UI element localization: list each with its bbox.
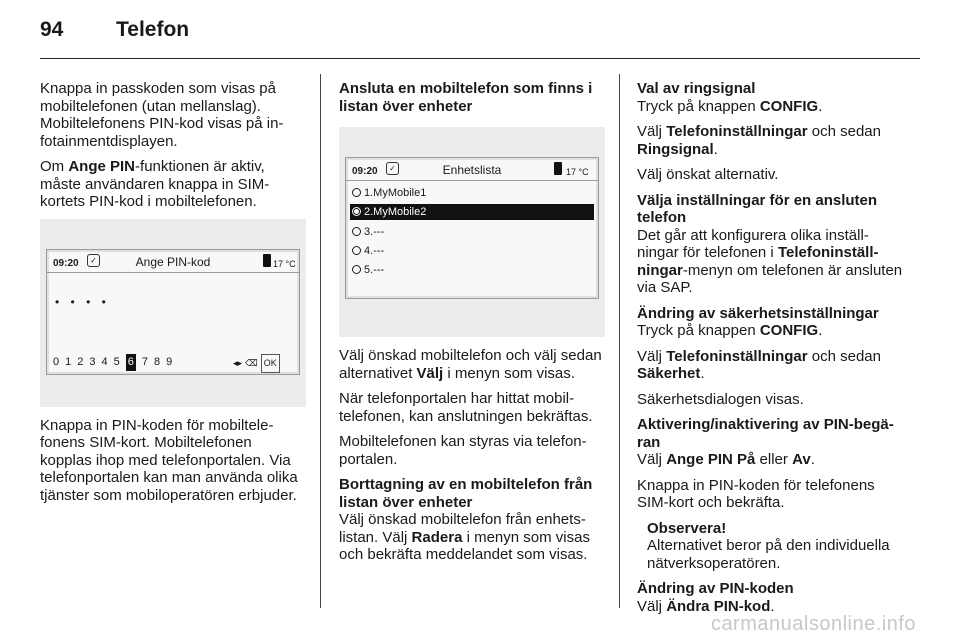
paragraph: Välj Ändra PIN-kod.: [637, 597, 775, 615]
paragraph: Mobiltelefonen kan styras via telefonportalen.: [339, 433, 587, 468]
list-item-selected: 2.MyMobile2: [350, 204, 594, 220]
mobile-phone-icon: [263, 254, 271, 267]
pin-dots: • • • •: [55, 294, 110, 309]
digit: 1: [65, 355, 78, 368]
note-box: [647, 520, 905, 573]
paragraph: Knappa in PIN-koden för mobiltelefonens SIM-kort. Mobiltelefonen kopplas ihop med telefonportalen. Via telefonportalen kan man använda olika tjänster som mobiloperatören erbjuder.: [40, 416, 298, 504]
paragraph: Tryck på knappen CONFIG.: [637, 322, 823, 339]
header-rule: [40, 58, 920, 59]
backspace-icon: ⌫: [245, 357, 258, 368]
paragraph: Knappa in PIN-koden för telefonens SIM-kort och bekräfta.: [637, 476, 875, 511]
list-item: 4.---: [350, 243, 594, 259]
phone-status-icon: ✓: [87, 254, 100, 267]
bold-term: Välj: [416, 364, 444, 382]
digit: 4: [101, 355, 114, 368]
bold-term: Ringsignal: [637, 140, 714, 158]
screen-temperature: 17 °C: [273, 258, 296, 269]
device-list-screen: [345, 157, 599, 299]
paragraph: Om Ange PIN-funktionen är aktiv, måste användaren knappa in SIM-kortets PIN-kod i mobiltelefonen.: [40, 158, 270, 210]
screen-title: Ange PIN-kod: [135, 254, 211, 269]
bold-term: Radera: [411, 528, 463, 546]
bold-term: Telefoninställningar: [637, 244, 879, 279]
screen-status-bar: [47, 250, 299, 273]
digit: 9: [166, 355, 179, 368]
paragraph: Det går att konfigurera olika inställningar för telefonen i Telefoninställningar-menyn om telefonen är ansluten via SAP.: [637, 226, 903, 296]
screen-title: Enhetslista: [442, 163, 502, 177]
column-1: [40, 80, 306, 512]
note-title: Observera!: [647, 519, 727, 537]
paragraph: Välj Telefoninställningar och sedan Säkerhet.: [637, 347, 881, 382]
column-3: [637, 80, 905, 623]
paragraph: När telefonportalen har hittat mobiltelefonen, kan anslutningen bekräftas.: [339, 390, 593, 425]
bold-term: Av: [792, 451, 811, 468]
device-list-screen-image: [339, 127, 605, 337]
pin-screen: [46, 249, 300, 375]
section-heading: Borttagning av en mobiltelefon från listan över enheter: [339, 476, 593, 511]
screen-temperature: 17 °C: [566, 167, 589, 177]
digit: 8: [154, 355, 167, 368]
section-heading: Välja inställningar för en ansluten telefon: [637, 191, 878, 226]
pin-entry-screen-image: [40, 219, 306, 407]
bold-term: Ändra PIN-kod: [666, 597, 771, 615]
paragraph: Knappa in passkoden som visas på mobiltelefonen (utan mellanslag). Mobiltelefonens PIN-kod visas på infotainmentdisplayen.: [40, 80, 284, 150]
paragraph: Säkerhetsdialogen visas.: [637, 390, 804, 408]
section-heading: Ändring av PIN-koden: [637, 580, 794, 597]
bold-term: Telefoninställningar: [666, 123, 808, 140]
digit: 7: [141, 355, 154, 368]
list-item: 3.---: [350, 224, 594, 240]
digit: 2: [77, 355, 90, 368]
watermark: carmanualsonline.info: [710, 613, 916, 635]
paragraph: Välj önskat alternativ.: [637, 166, 779, 183]
radio-icon: [352, 227, 361, 236]
paragraph: Välj önskad mobiltelefon från enhetslistan. Välj Radera i menyn som visas och bekräfta meddelandet som visas.: [339, 511, 590, 563]
screen-time: 09:20: [352, 166, 378, 177]
paragraph: Tryck på knappen CONFIG.: [637, 97, 823, 115]
page-header: [40, 18, 189, 48]
page-title: Telefon: [116, 18, 190, 41]
arrows-icon: ◂▸: [233, 357, 243, 368]
section-heading: Aktivering/inaktivering av PIN-begäran: [637, 416, 894, 451]
radio-icon: [352, 188, 361, 197]
screen-time: 09:20: [53, 257, 79, 269]
bold-term: Telefoninställningar: [666, 347, 808, 365]
note-text: Alternativet beror på den individuella nätverksoperatören.: [647, 537, 890, 572]
section-heading: Val av ringsignal: [637, 80, 756, 97]
radio-icon: [352, 246, 361, 255]
column-2: [339, 80, 605, 572]
bold-term: Ange PIN På: [666, 451, 756, 468]
mobile-phone-icon: [554, 162, 562, 175]
section-heading: Ändring av säkerhetsinställningar: [637, 304, 879, 322]
column-separator-1: [320, 74, 321, 608]
digit: 5: [113, 355, 126, 368]
digit: 3: [89, 355, 102, 368]
bold-term: Säkerhet: [637, 365, 701, 382]
screen-controls: [233, 354, 280, 374]
digit-selected: 6: [126, 354, 136, 372]
screen-status-bar: [346, 158, 598, 181]
bold-term: Ange PIN: [68, 158, 136, 175]
bold-term: CONFIG: [759, 322, 819, 339]
column-separator-2: [619, 74, 620, 608]
paragraph: Välj Telefoninställningar och sedan Ringsignal.: [637, 123, 881, 158]
paragraph: Välj Ange PIN På eller Av.: [637, 451, 815, 468]
digit-row: [53, 354, 178, 372]
phone-status-icon: ✓: [386, 162, 399, 175]
digit: 0: [53, 355, 66, 368]
page-number: 94: [40, 18, 64, 41]
list-item: 1.MyMobile1: [350, 185, 594, 201]
ok-key: OK: [261, 354, 280, 374]
section-heading: Ansluta en mobiltelefon som finns i listan över enheter: [339, 80, 593, 115]
radio-selected-icon: [352, 207, 361, 216]
bold-term: CONFIG: [759, 97, 819, 115]
radio-icon: [352, 265, 361, 274]
paragraph: Välj önskad mobiltelefon och välj sedan alternativet Välj i menyn som visas.: [339, 347, 602, 382]
list-item: 5.---: [350, 262, 594, 278]
